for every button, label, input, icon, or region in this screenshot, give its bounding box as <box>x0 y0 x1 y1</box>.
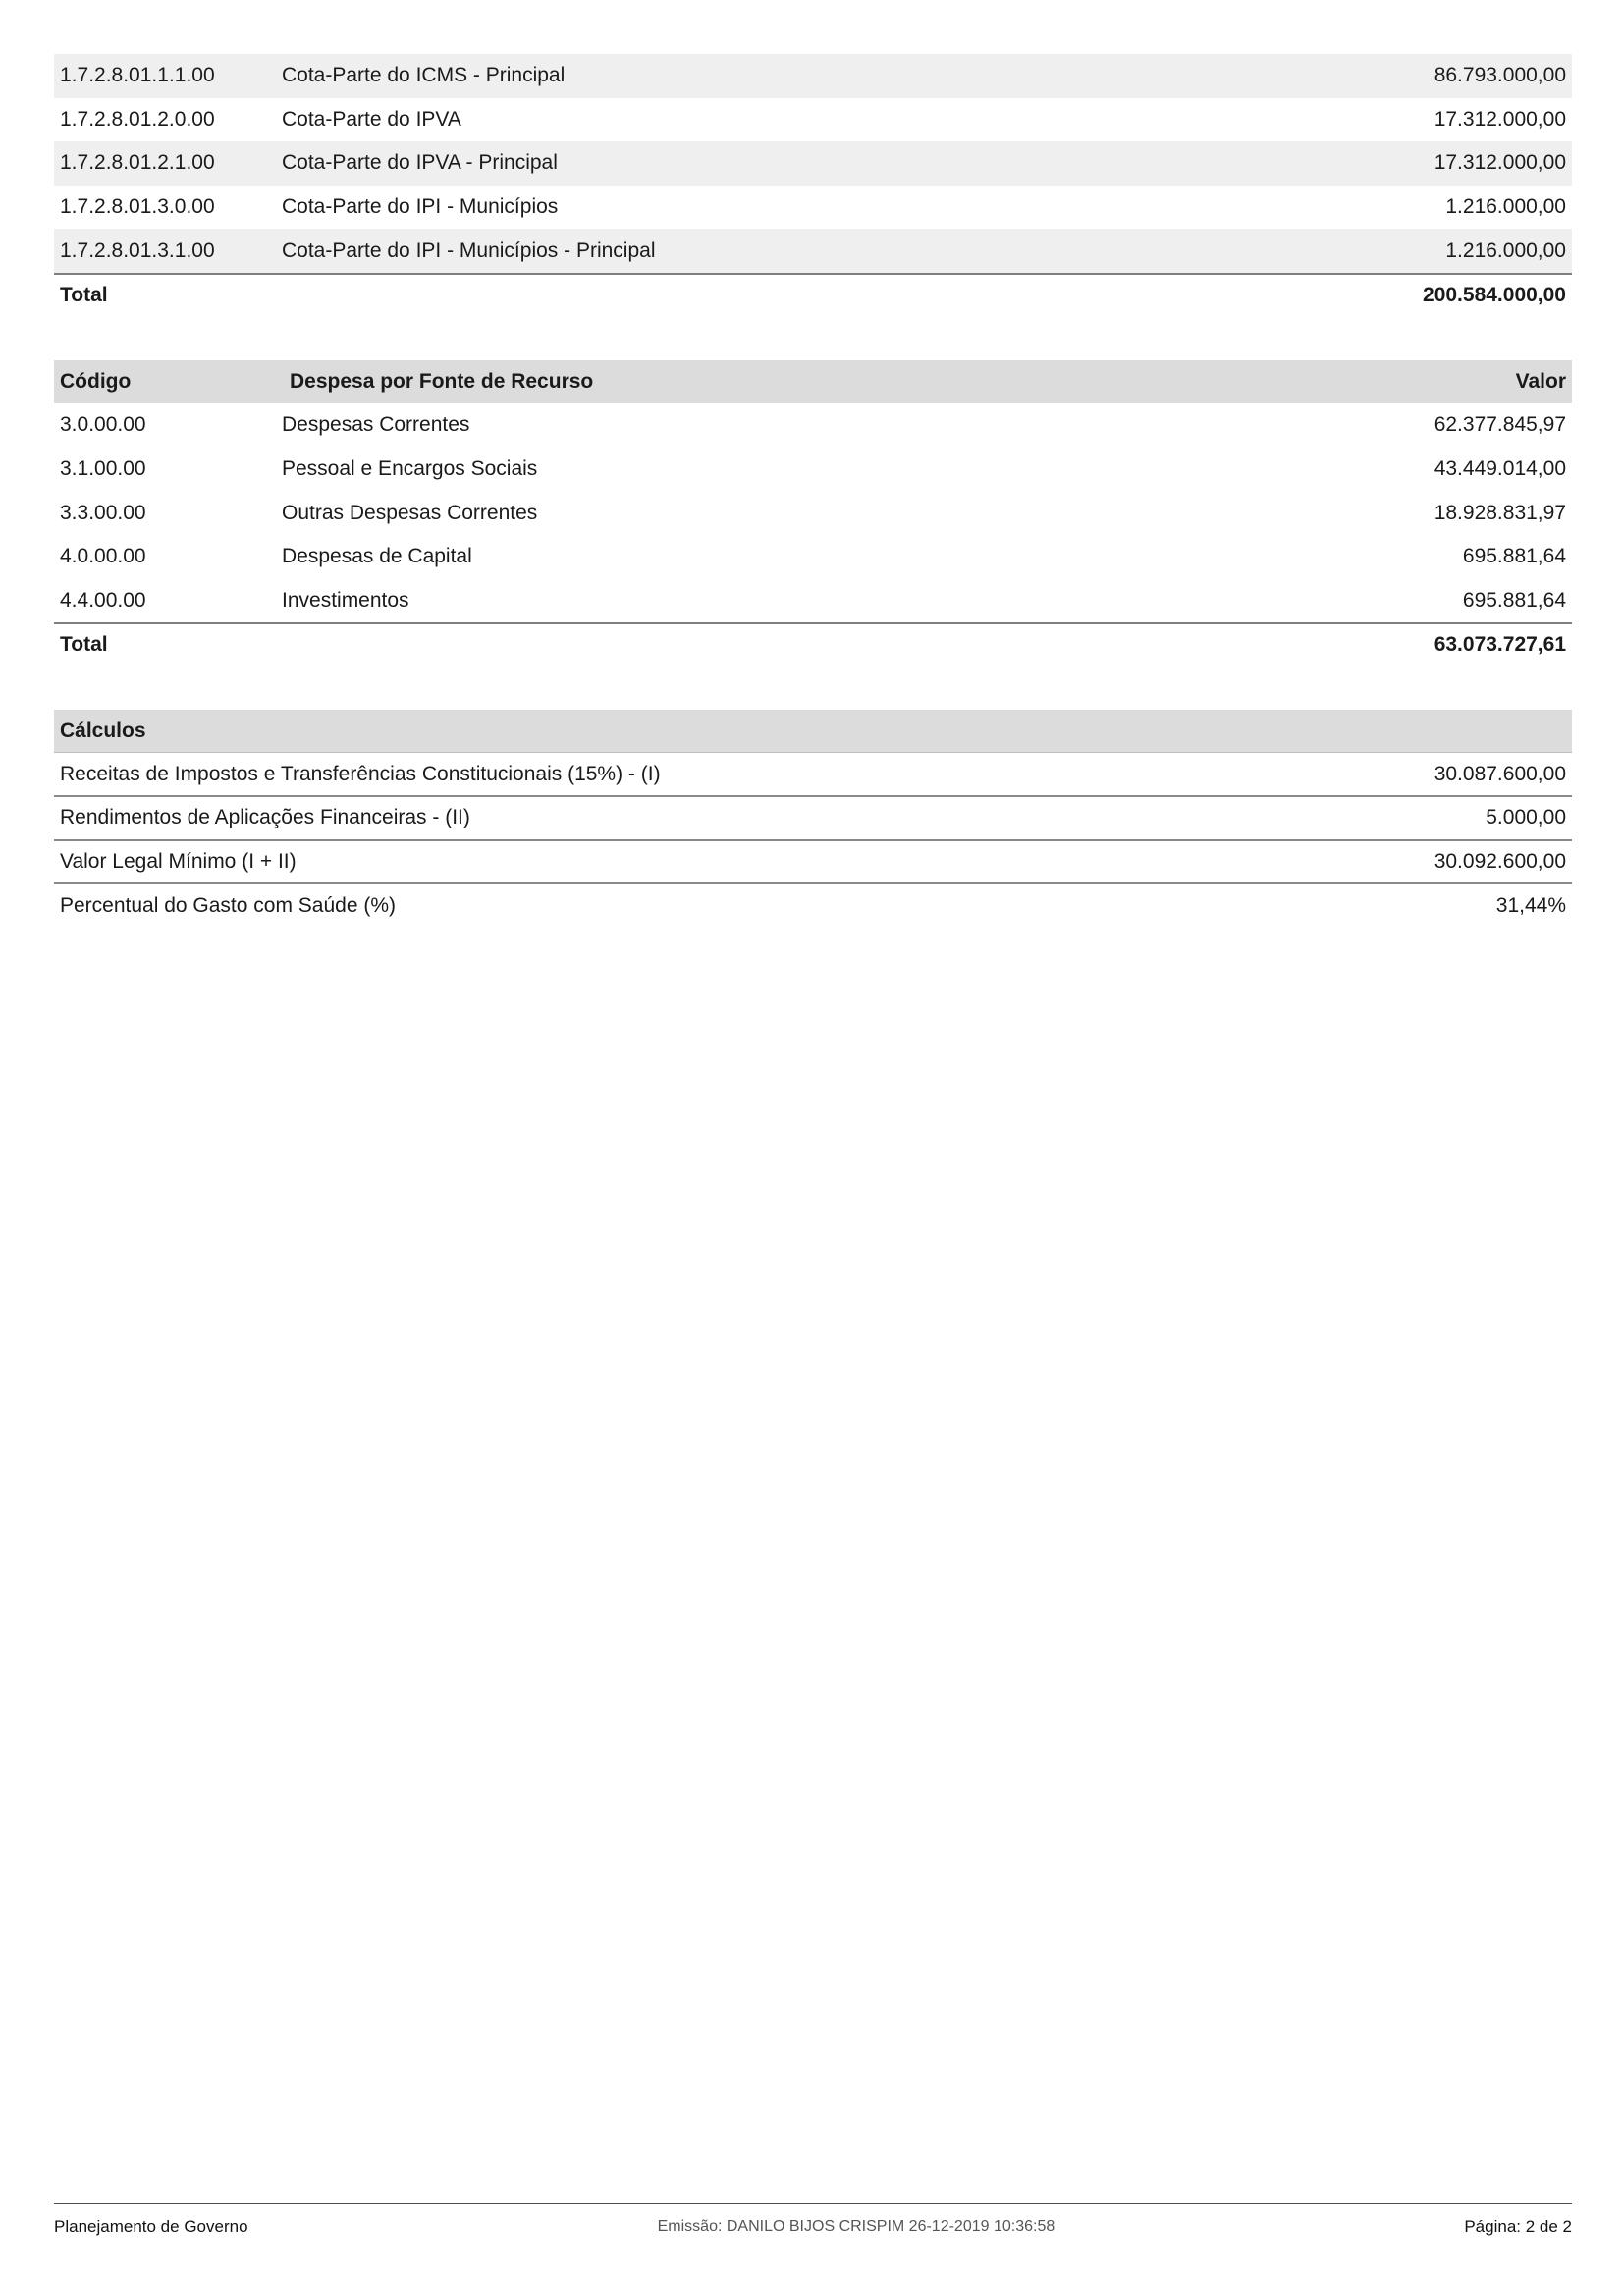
calculation-row <box>54 841 1572 885</box>
row-description: Pessoal e Encargos Sociais <box>282 457 538 481</box>
column-header-description: Despesa por Fonte de Recurso <box>290 369 594 393</box>
calculation-label: Rendimentos de Aplicações Financeiras - (II) <box>60 806 470 829</box>
row-value: 18.928.831,97 <box>1434 501 1566 524</box>
row-description: Cota-Parte do IPVA <box>282 107 461 131</box>
table-row <box>54 186 1572 230</box>
table-row <box>54 229 1572 273</box>
row-code: 1.7.2.8.01.3.0.00 <box>60 195 215 219</box>
page-number: Página: 2 de 2 <box>1464 2217 1572 2236</box>
calculation-value: 5.000,00 <box>1486 806 1566 829</box>
row-value: 17.312.000,00 <box>1434 151 1566 175</box>
table-row <box>54 448 1572 492</box>
row-value: 1.216.000,00 <box>1445 239 1566 262</box>
row-value: 86.793.000,00 <box>1434 64 1566 87</box>
row-description: Despesas de Capital <box>282 545 472 568</box>
column-header-value: Valor <box>1515 369 1566 393</box>
row-value: 62.377.845,97 <box>1434 413 1566 437</box>
calculation-label: Receitas de Impostos e Transferências Constitucionais (15%) - (I) <box>60 762 661 785</box>
row-description: Cota-Parte do IPVA - Principal <box>282 151 558 175</box>
calculation-row <box>54 753 1572 797</box>
row-code: 1.7.2.8.01.1.1.00 <box>60 64 215 87</box>
row-description: Cota-Parte do ICMS - Principal <box>282 64 566 87</box>
calculations-title: Cálculos <box>60 719 146 742</box>
footer-department: Planejamento de Governo <box>54 2217 248 2236</box>
row-code: 1.7.2.8.01.2.0.00 <box>60 107 215 131</box>
row-description: Despesas Correntes <box>282 413 470 437</box>
total-label: Total <box>60 284 108 307</box>
calculation-value: 31,44% <box>1495 894 1566 918</box>
row-code: 4.4.00.00 <box>60 588 146 612</box>
row-description: Cota-Parte do IPI - Municípios <box>282 195 559 219</box>
row-value: 17.312.000,00 <box>1434 107 1566 131</box>
report-page <box>54 54 1572 929</box>
row-code: 3.1.00.00 <box>60 457 146 481</box>
row-code: 4.0.00.00 <box>60 545 146 568</box>
column-header-code: Código <box>60 369 132 393</box>
row-description: Investimentos <box>282 588 409 612</box>
row-value: 695.881,64 <box>1462 588 1566 612</box>
calculations-table <box>54 710 1572 929</box>
row-value: 695.881,64 <box>1462 545 1566 568</box>
row-code: 3.0.00.00 <box>60 413 146 437</box>
row-value: 1.216.000,00 <box>1445 195 1566 219</box>
table-row <box>54 491 1572 535</box>
table-row <box>54 579 1572 623</box>
row-code: 1.7.2.8.01.2.1.00 <box>60 151 215 175</box>
table-header <box>54 360 1572 404</box>
expense-table <box>54 360 1572 667</box>
calculation-label: Valor Legal Mínimo (I + II) <box>60 849 297 873</box>
row-code: 3.3.00.00 <box>60 501 146 524</box>
total-value: 200.584.000,00 <box>1423 284 1566 307</box>
footer-emission: Emissão: DANILO BIJOS CRISPIM 26-12-2019 10:36:58 <box>657 2218 1055 2235</box>
calculation-row <box>54 884 1572 929</box>
total-row <box>54 273 1572 317</box>
total-value: 63.073.727,61 <box>1434 633 1566 657</box>
page-footer <box>54 2203 1572 2237</box>
table-row <box>54 54 1572 98</box>
calculation-value: 30.092.600,00 <box>1434 849 1566 873</box>
row-code: 1.7.2.8.01.3.1.00 <box>60 239 215 262</box>
calculation-row <box>54 797 1572 841</box>
total-label: Total <box>60 633 108 657</box>
table-row <box>54 403 1572 448</box>
row-description: Outras Despesas Correntes <box>282 501 538 524</box>
calculation-label: Percentual do Gasto com Saúde (%) <box>60 894 397 918</box>
table-row <box>54 141 1572 186</box>
row-description: Cota-Parte do IPI - Municípios - Principal <box>282 239 656 262</box>
total-row <box>54 622 1572 667</box>
table-header <box>54 710 1572 754</box>
calculation-value: 30.087.600,00 <box>1434 762 1566 785</box>
table-row <box>54 98 1572 142</box>
revenue-table <box>54 54 1572 317</box>
row-value: 43.449.014,00 <box>1434 457 1566 481</box>
table-row <box>54 535 1572 579</box>
